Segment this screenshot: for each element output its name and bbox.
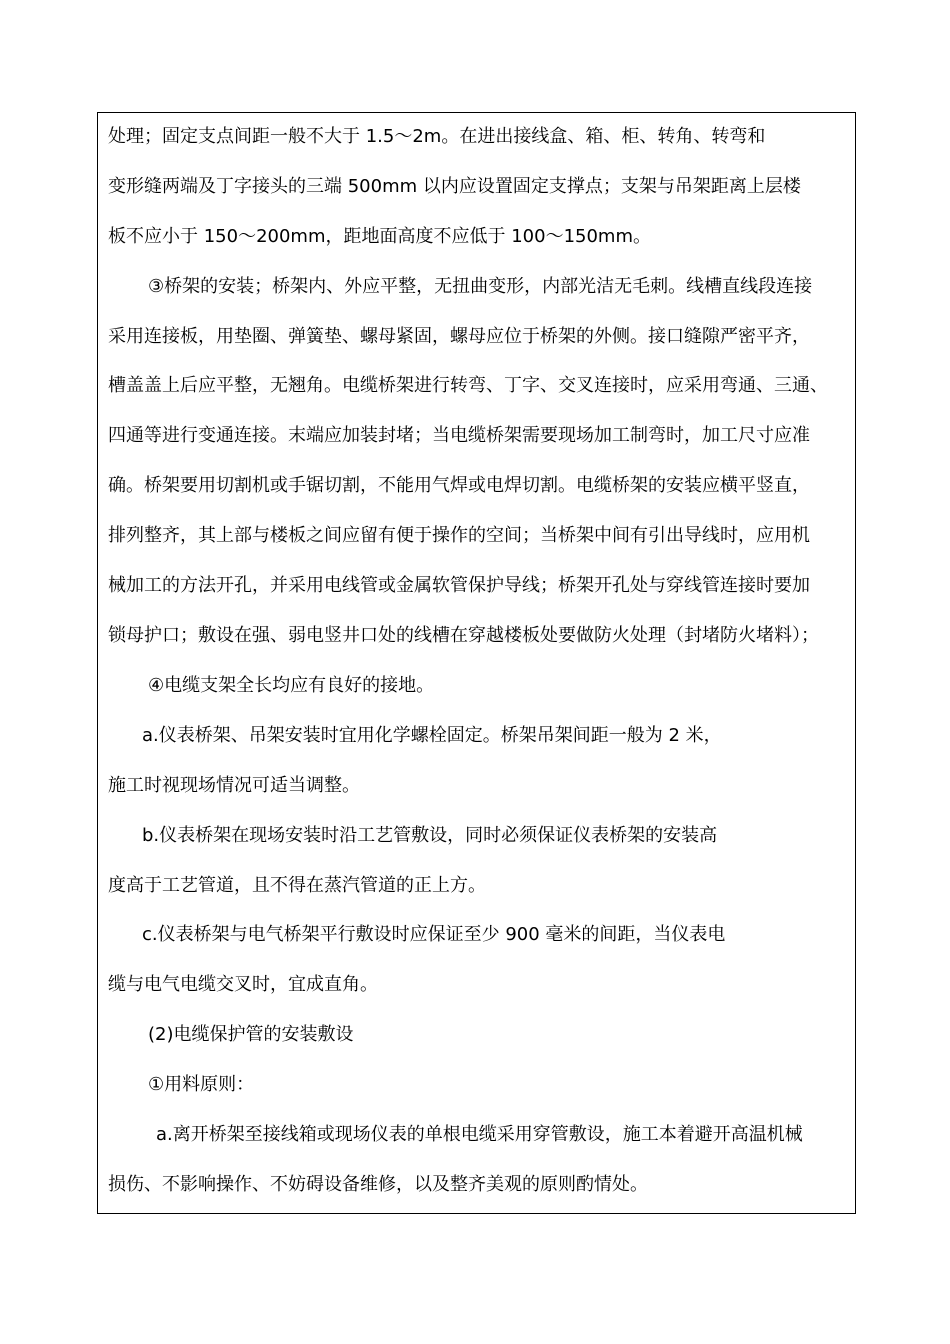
doc-line-7: 四通等进行变通连接。末端应加装封堵；当电缆桥架需要现场加工制弯时，加工尺寸应准	[108, 425, 810, 446]
doc-line-16: 度高于工艺管道，且不得在蒸汽管道的正上方。	[108, 875, 486, 896]
doc-line-13: a.仪表桥架、吊架安装时宜用化学螺栓固定。桥架吊架间距一般为 2 米，	[142, 725, 722, 746]
doc-line-2: 变形缝两端及丁字接头的三端 500mm 以内应设置固定支撑点；支架与吊架距离上层楼	[108, 176, 801, 197]
doc-line-6: 槽盖盖上后应平整，无翘角。电缆桥架进行转弯、丁字、交叉连接时，应采用弯通、三通、	[108, 375, 828, 396]
doc-line-19: (2)电缆保护管的安装敷设	[148, 1024, 354, 1045]
doc-line-4: ③桥架的安装；桥架内、外应平整，无扭曲变形，内部光洁无毛刺。线槽直线段连接	[148, 276, 813, 297]
document-frame	[97, 112, 856, 1214]
doc-line-12: ④电缆支架全长均应有良好的接地。	[148, 675, 435, 696]
doc-line-9: 排列整齐，其上部与楼板之间应留有便于操作的空间；当桥架中间有引出导线时，应用机	[108, 525, 810, 546]
doc-line-11: 锁母护口；敷设在强、弱电竖井口处的线槽在穿越楼板处要做防火处理（封堵防火堵料）；	[108, 625, 819, 646]
doc-line-15: b.仪表桥架在现场安装时沿工艺管敷设，同时必须保证仪表桥架的安装高	[142, 825, 718, 846]
doc-line-17: c.仪表桥架与电气桥架平行敷设时应保证至少 900 毫米的间距，当仪表电	[142, 924, 726, 945]
doc-line-21: a.离开桥架至接线箱或现场仪表的单根电缆采用穿管敷设，施工本着避开高温机械	[156, 1124, 803, 1145]
doc-line-20: ①用料原则：	[148, 1074, 255, 1095]
doc-line-14: 施工时视现场情况可适当调整。	[108, 775, 360, 796]
doc-line-10: 械加工的方法开孔，并采用电线管或金属软管保护导线；桥架开孔处与穿线管连接时要加	[108, 575, 810, 596]
doc-line-3: 板不应小于 150～200mm，距地面高度不应低于 100～150mm。	[108, 226, 652, 247]
doc-line-8: 确。桥架要用切割机或手锯切割，不能用气焊或电焊切割。电缆桥架的安装应横平竖直，	[108, 475, 810, 496]
doc-line-1: 处理；固定支点间距一般不大于 1.5～2m。在进出接线盒、箱、柜、转角、转弯和	[108, 126, 766, 147]
doc-line-22: 损伤、不影响操作、不妨碍设备维修，以及整齐美观的原则酌情处。	[108, 1174, 648, 1195]
doc-line-18: 缆与电气电缆交叉时，宜成直角。	[108, 974, 378, 995]
doc-line-5: 采用连接板，用垫圈、弹簧垫、螺母紧固，螺母应位于桥架的外侧。接口缝隙严密平齐，	[108, 326, 810, 347]
